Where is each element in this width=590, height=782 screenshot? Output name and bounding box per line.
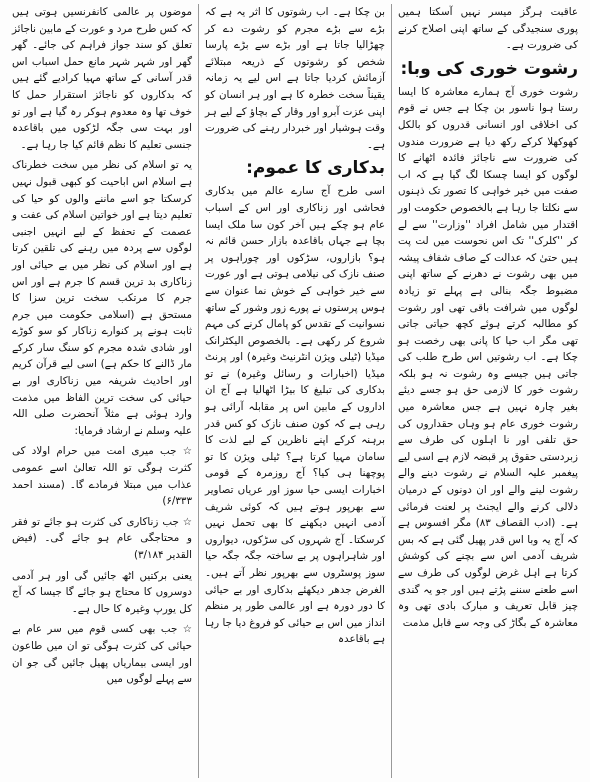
paragraph: بن چکا ہے۔ اب رشوتوں کا اثر یہ ہے کہ بڑے سے بڑے مجرم کو رشوت دے کر چھڑالیا جاتا ہے اور بڑے سے بڑے پارسا شخص کو رشوتوں کے ذریعہ مبتلائے آزمائش کردیا جاتا ہے اس لیے یہ زمانہ یقیناً سخت خطرہ کا ہے اور ہر انسان کو اپنی عزت آبرو اور وقار کے بچاؤ کے لیے ہر وقت ہوشیار اور خبردار رہنے کی ضرورت ہے۔ — [205, 6, 385, 151]
paragraph: عاقبت ہرگز میسر نہیں آسکتا ہمیں پوری سنجیدگی کے ساتھ اپنی اصلاح کرنے کی ضرورت ہے۔ — [398, 6, 578, 52]
text-columns — [6, 4, 584, 778]
section-heading-immorality: بدکاری کا عموم: — [246, 158, 385, 179]
hadith-item: ☆ جب بھی کسی قوم میں سر عام بے حیائی کی کثرت ہوگی تو ان میں طاعون اور ایسی بیماریاں پھیل جائیں گی جو ان سے پہلے لوگوں میں — [12, 623, 192, 686]
paragraph: موضوں پر عالمی کانفرنسیں ہوتی ہیں کہ کس طرح مرد و عورت کے مابین ناجائز تعلق کو سند جواز فراہم کی جائے۔ گھر گھر اور شہر شہر مانع حمل اسباب اس قدر آسانی کے ساتھ مہیا کرادیے گئے ہیں کہ بدکاروں کو ناجائز استقرار حمل کا خوف تھا وہ معدوم ہوکر رہ گیا ہے اور تو اور بہت سی جگہ لڑکوں میں باقاعدہ جنسی تعلیم کا نظم قائم کیا جا رہا ہے۔ — [11, 6, 192, 151]
hadith-item: ☆ جب زناکاری کی کثرت ہو جائے تو فقر و محتاجگی عام ہو جائے گی۔ (فیض القدیر ۳/۱۸۴) — [12, 515, 192, 561]
column-left — [6, 4, 199, 778]
hadith-item: ☆ جب میری امت میں حرام اولاد کی کثرت ہوگی تو اللہ تعالیٰ اسے عمومی عذاب میں مبتلا فرمادے گا۔ (مسند احمد ۶/۳۳۳) — [12, 445, 192, 508]
section-heading-bribery: رشوت خوری کی وبا: — [400, 58, 578, 79]
paragraph: رشوت خوری آج ہمارے معاشرہ کا ایسا رستا ہوا ناسور بن چکا ہے جس نے قوم کی اخلاقی اور انسانی قدروں کو بالکل کھوکھلا کرکے رکھ دیا ہے ضرورت مندوں کی ضرورت سے ناجائز فائدہ اٹھانے کا لوگوں کو ایسا چسکا لگ گیا ہے کہ اب صفت میں خیر خواہی کا تصور تک ذہنوں سے نکلتا جا رہا ہے بالخصوص حکومت اور اقتدار میں شامل افراد ''وزارت'' سے لے کر ''کلرک'' تک اس نحوست میں لت پت ہیں حتیٰ کہ عدالت کے صاف شفاف پیشہ میں بھی رشوت نے دھرنے کے ساتھ اپنی مضبوط جگہ بنالی ہے پہلے تو زیادہ لوگوں میں شرافت باقی تھی اور رشوت کو مطالبہ کرتے ہوئے کچھ حیاتی جاتی تھی مگر اب حیا کا پانی بھی رخصت ہو چکا ہے۔ اب رشوتیں اس طرح طلب کی جاتی ہیں جیسے وہ رشوت نہ ہو بلکہ رشوت خور کا لازمی حق ہو جسے دیئے بغیر چارہ نہیں ہے جس معاشرہ میں رشوت خوری عام ہو وہاں حقداروں کی حق تلفی اور نا اہلوں کی طرف سے زبردستی حقوق پر قبضہ لازم ہے اسی لیے پیغمبر علیہ السلام نے رشوت دینے والے رشوت لینے والے اور ان دونوں کے درمیان دلالی کرنے والے ایجنٹ پر لعنت فرمائی ہے۔ (ادب القصاف ۸۳) مگر افسوس ہے کہ آج یہ وبا اس قدر پھیل گئی ہے کہ بس شریف آدمی اس سے بچنے کی کوشش کرتا ہے اہل غرض لوگوں کی طرف سے اسے طعنے سننے پڑتے ہیں اور جو یہ گندی چیز قابل تعریف و مبارک بادی تھی وہ معاشرہ کے بگاڑ کی وجہ سے قابل مذمت — [398, 85, 578, 629]
column-middle — [199, 4, 392, 778]
paragraph: اسی طرح آج سارے عالم میں بدکاری فحاشی اور زناکاری اور اس کے اسباب عام ہو چکے ہیں آخر کون سا ملک ایسا بچا ہے جہاں باقاعدہ بازار حسن قائم نہ ہو؟ بازاروں، سڑکوں اور چوراہوں پر صنف نازک کی نیلامی ہوتی ہے اور عورت سے خیر خواہی کے خوش نما عنوان سے ہوس پرستوں نے پورے زور وشور کے ساتھ نسوانیت کے تقدس کو پامال کرنے کی مہم شروع کر رکھی ہے۔ بالخصوص الیکٹرانک میڈیا (ٹیلی ویژن انٹرنیٹ وغیرہ) اور پرنٹ میڈیا (اخبارات و رسائل وغیرہ) نے تو بدکاری کی تبلیغ کا بیڑا اٹھالیا ہے آج ان اداروں کے مابین اس پر مقابلہ آرائی ہو رہی ہے کہ کون صنف نازک کو کس قدر برہنہ کرکے اپنے ناظرین کے لیے لذت کا سامان مہیا کرتا ہے؟ ٹیلی ویژن کا تو پوچھنا ہی کیا؟ آج روزمرہ کے قومی اخبارات ایسی حیا سوز اور عریاں تصاویر سے بھرپور ہوتے ہیں کہ کوئی شریف آدمی انہیں دیکھنے کا بھی تحمل نہیں کرسکتا۔ آج شہروں کی سڑکوں، دیواروں اور شاہراہوں پر بے ساختہ جگہ جگہ حیا سوز پوسٹروں سے بھرپور نظر آتے ہیں۔ الغرض جدھر دیکھئے بدکاری اور بے حیائی کا دور دورہ ہے اور عالمی طور پر منظم انداز میں اس بے حیائی کو فروغ دیا جا رہا ہے باقاعدہ — [205, 185, 385, 646]
paragraph: یہ تو اسلام کی نظر میں سخت خطرناک ہے اسلام اس اباحیت کو کبھی قبول نہیں کرسکتا جو اسے ماننے والوں کو حیا کی تعلیم دیتا ہے اور خواتین اسلام کی عفت و عصمت کے تحفظ کے لیے انہیں اجنبی لوگوں سے پردہ میں رہنے کی تلقین کرتا ہے اور اسلام کی نظر میں بے حیائی اور زناکاری بد ترین قسم کا جرم ہے اور اس جرم کا مرتکب سخت ترین سزا کا مستحق ہے (اسلامی حکومت میں جرم ثابت ہونے پر کنوارے زناکار کو سو کوڑے اور شادی شدہ مجرم کو سنگ سار کرکے مار ڈالنے کا حکم ہے) اسی لیے قرآن کریم اور احادیث شریفہ میں زناکاری اور بے حیائی کی سخت ترین الفاظ میں مذمت وارد ہوئی ہے مثلاً آنحضرت صلی اللہ علیہ وسلم نے ارشاد فرمایا: — [12, 159, 192, 437]
column-right — [392, 4, 584, 778]
paragraph: یعنی برکتیں اٹھ جائیں گی اور ہر آدمی دوسروں کا محتاج ہو جائے گا جیسا کہ آج کل یورپ وغیرہ کا حال ہے۔ — [12, 569, 192, 615]
